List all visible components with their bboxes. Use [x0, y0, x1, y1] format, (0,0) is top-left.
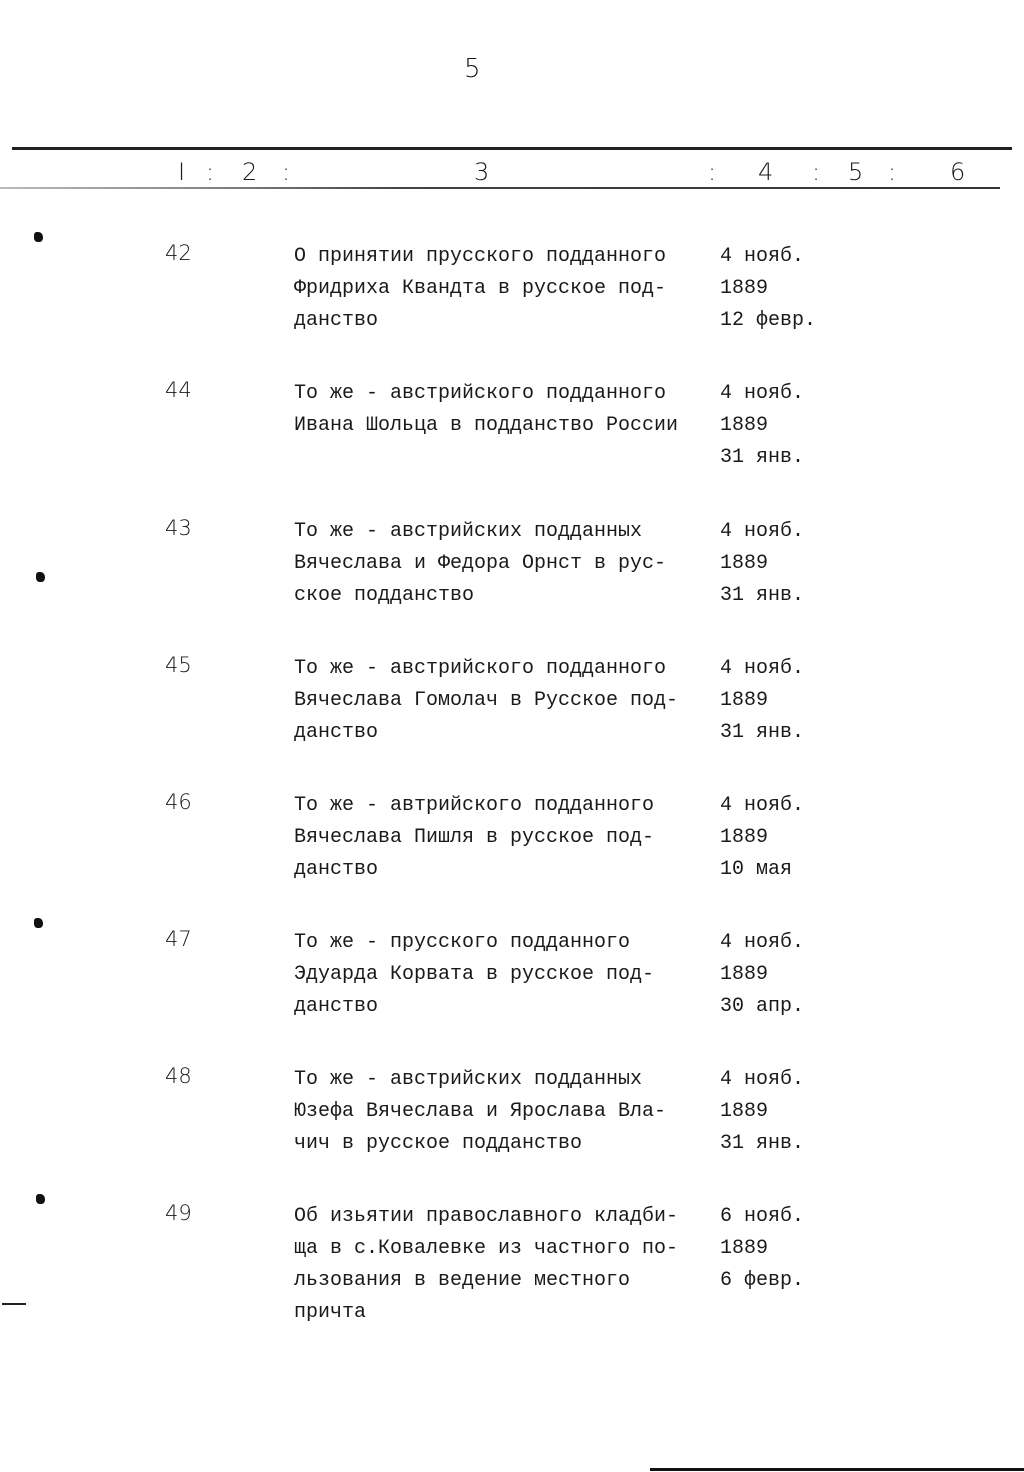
- entry-dates: 4 нояб. 1889 10 мая: [720, 794, 805, 881]
- entry-number: 47: [165, 927, 192, 951]
- entry-dates: 4 нояб. 1889 31 янв.: [720, 1068, 805, 1155]
- entry-number: 45: [165, 653, 192, 677]
- entry-number: 49: [165, 1201, 192, 1225]
- column-separator: :: [888, 158, 897, 186]
- entry-number: 48: [165, 1064, 192, 1088]
- entry-number: 46: [165, 790, 192, 814]
- entry-dates: 4 нояб. 1889 30 апр.: [720, 931, 805, 1018]
- entry-number: 43: [165, 516, 192, 540]
- punch-hole-mark: [34, 232, 43, 242]
- entry-number: 42: [165, 241, 192, 265]
- page-number: 5: [464, 54, 481, 84]
- entry-dates: 4 нояб. 1889 31 янв.: [720, 657, 805, 744]
- header-bottom-rule: [0, 187, 1000, 189]
- punch-hole-mark: [36, 572, 45, 582]
- entry-title: То же - австрийского подданного Ивана Шольца в подданство России: [294, 382, 679, 437]
- entry-title: То же - автрийского подданного Вячеслава Пишля в русское под- данство: [294, 794, 655, 881]
- column-header-5: 5: [848, 158, 864, 186]
- entry-number: 44: [165, 378, 192, 402]
- margin-dash: [2, 1303, 26, 1305]
- column-header-4: 4: [758, 158, 774, 186]
- header-top-rule: [12, 147, 1012, 150]
- entry-title: То же - прусского подданного Эдуарда Корвата в русское под- данство: [294, 931, 655, 1018]
- entry-dates: 4 нояб. 1889 31 янв.: [720, 382, 805, 469]
- entry-dates: 6 нояб. 1889 6 февр.: [720, 1205, 805, 1292]
- entry-title: Об изьятии православного кладби- ща в с.Ковалевке из частного по- льзования в ведение местного причта: [294, 1205, 679, 1324]
- footer-rule: [650, 1468, 1024, 1471]
- entry-title: То же - австрийского подданного Вячеслава Гомолач в Русское под- данство: [294, 657, 679, 744]
- entry-title: То же - австрийских подданных Юзефа Вячеслава и Ярослава Вла- чич в русское подданство: [294, 1068, 667, 1155]
- column-separator: :: [282, 158, 291, 186]
- column-separator: :: [708, 158, 717, 186]
- column-header-6: 6: [950, 158, 966, 186]
- column-header-3: 3: [474, 158, 490, 186]
- entry-title: То же - австрийских подданных Вячеслава и Федора Орнст в рус- ское подданство: [294, 520, 667, 607]
- column-header-1: I: [178, 158, 186, 186]
- entry-dates: 4 нояб. 1889 12 февр.: [720, 245, 817, 332]
- entry-dates: 4 нояб. 1889 31 янв.: [720, 520, 805, 607]
- punch-hole-mark: [36, 1194, 45, 1204]
- column-header-2: 2: [242, 158, 258, 186]
- column-separator: :: [206, 158, 215, 186]
- column-separator: :: [812, 158, 821, 186]
- entry-title: О принятии прусского подданного Фридриха Квандта в русское под- данство: [294, 245, 667, 332]
- punch-hole-mark: [34, 918, 43, 928]
